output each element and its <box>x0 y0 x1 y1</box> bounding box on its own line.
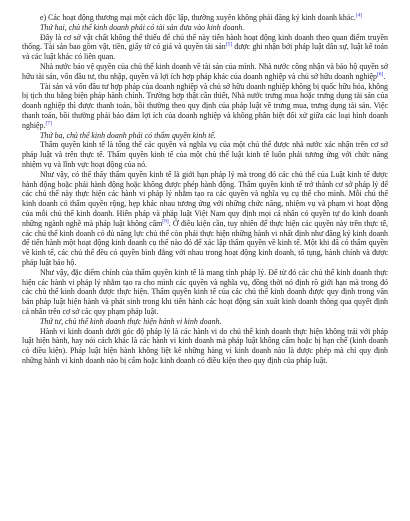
paragraph-authority-scope <box>22 170 388 268</box>
paragraph-business-activities <box>22 13 388 23</box>
footnote-ref-5[interactable]: [5] <box>225 41 233 48</box>
paragraph-text-tail: . Ở điều kiện cần, tuy nhiên để thực hiện các quyền này trên thực tế, các chủ thể kinh doanh có đủ năng lực chủ thể còn phải thực hiện những hành vi nhất định như đăng ký kinh doanh để tiến hành một hoạt động kinh doanh cụ thể nào đó để xác lập thẩm quyền về kinh tế. Một khi đã có thẩm quyền về kinh tế, các chủ thể đều có quyền bình đẳng với nhau trong hoạt động kinh doanh, tố tụng, hành chính và được pháp luật bảo hộ. <box>22 218 389 267</box>
paragraph-legal-nature: Như vậy, đặc điểm chính của thẩm quyền kinh tế là mang tính pháp lý. Để từ đó các chủ thể kinh doanh thực hiện các hành vi pháp lý nhằm tạo ra cho mình các quyền và nghĩa vụ, đồng thời nó định rõ giới hạn mà trong đó các chủ thể kinh doanh được thực hiện. Thẩm quyền kinh tế của các chủ thể kinh doanh được quy định trong văn bản pháp luật hiện hành và phát sinh trong khi tiến hành các hoạt động sản xuất kinh doanh thông qua quyết định cá nhân trên cơ sở các quy phạm pháp luật. <box>22 267 388 316</box>
paragraph-assets <box>22 33 388 62</box>
paragraph-business-acts: Hành vi kinh doanh dưới góc độ pháp lý là các hành vi do chủ thể kinh doanh thực hiện không trái với pháp luật hiện hành, hay nói cách khác là các hành vi kinh doanh mà pháp luật không cấm hoặc bị hạn chế (kinh doanh có điều kiện). Pháp luật hiện hành không liệt kê những hàng vi kinh doanh nào là được phép mà chỉ quy định những hành vi kinh doanh nào bị cấm hoặc kinh doanh có điều kiện theo quy định của pháp luật. <box>22 326 388 365</box>
section-heading-assets: Thứ hai, chủ thể kinh doanh phải có tài sản đưa vào kinh doanh. <box>40 22 245 32</box>
footnote-ref-8[interactable]: [8] <box>162 218 169 225</box>
paragraph-text-tail: được ghi nhận bởi pháp luật dân sự, luật kế toán và các luật khác có liên quan. <box>22 42 389 62</box>
paragraph-text: Như vậy, có thể thấy thẩm quyền kinh tế là giới hạn pháp lý mà trong đó các chủ thể của Luật kinh tế được hành động hoặc phải hành động hoặc không được phép hành động. Thẩm quyền kinh tế trở thành cơ sở pháp lý để các chủ thể này thực hiện các hành vi pháp lý nhằm tạo ra các quyền và nghĩa vụ cụ thể cho mình. Mỗi chủ thể kinh doanh có thẩm quyền rộng, hẹp khác nhau tương ứng với những chức năng, nhiệm vụ và phạm vi hoạt động của mỗi chủ thể kinh doanh. Hiến pháp và pháp luật Việt Nam quy định mọi cá nhân có quyền tự do kinh doanh những ngành nghề mà pháp luật không cấm <box>22 169 388 228</box>
section-heading-authority: Thứ ba, chủ thể kinh doanh phải có thẩm quyền kinh tế. <box>40 130 216 140</box>
paragraph-economic-authority: Thẩm quyền kinh tế là tổng thể các quyền và nghĩa vụ của một chủ thể được nhà nước xác nhận trên cơ sở pháp luật và trên thực tế. Thẩm quyền kinh tế của một chủ thể luật kinh tế luôn phải tương ứng với chức năng nhiệm vụ và lĩnh vực hoạt động của nó. <box>22 140 388 169</box>
footnote-ref-7[interactable]: [7] <box>45 120 52 127</box>
paragraph-text: Tài sản và vốn đầu tư hợp pháp của doanh nghiệp và chủ sở hữu doanh nghiệp không bị quốc hữu hóa, không bị tịch thu bằng biện pháp hành chính. Trường hợp thật cần thiết, Nhà nước trưng mua hoặc trưng dụng tài sản của doanh nghiệp thì được thanh toán, bồi thường theo quy định của pháp luật về trưng mua, trưng dụng tài sản. Việc thanh toán, bồi thường phải bảo đảm lợi ích của doanh nghiệp và không phân biệt đối xử giữa các loại hình doanh nghiệp. <box>22 81 388 130</box>
footnote-ref-4[interactable]: [4] <box>355 12 363 19</box>
paragraph-text-tail: . <box>383 71 386 81</box>
paragraph-text: Nhà nước bảo vệ quyền của chủ thể kinh doanh về tài sản của mình. Nhà nước công nhận và bảo hộ quyền sở hữu tài sản, vốn đầu tư, thu nhập, quyền và lợi ích hợp pháp khác của doanh nghiệp và chủ sở hữu doanh nghiệp <box>22 61 388 81</box>
paragraph-capital-protection <box>22 82 388 131</box>
paragraph-text: Đây là cơ sở vật chất không thể thiếu để chủ thể này tiến hành hoạt động kinh doanh theo quan điểm truyền thống. Tài sản bao gồm vật, tiền, giấy tờ có giá và quyền tài sản <box>22 32 388 52</box>
section-heading-business-acts: Thứ tư, chủ thể kinh doanh thực hiện hành vi kinh doanh. <box>40 316 222 326</box>
footnote-ref-6[interactable]: [6] <box>376 71 384 78</box>
paragraph-text: e) Các hoạt động thương mại một cách độc lập, thường xuyên không phải đăng ký kinh doanh khác. <box>40 13 356 22</box>
paragraph-state-protection <box>22 62 388 82</box>
